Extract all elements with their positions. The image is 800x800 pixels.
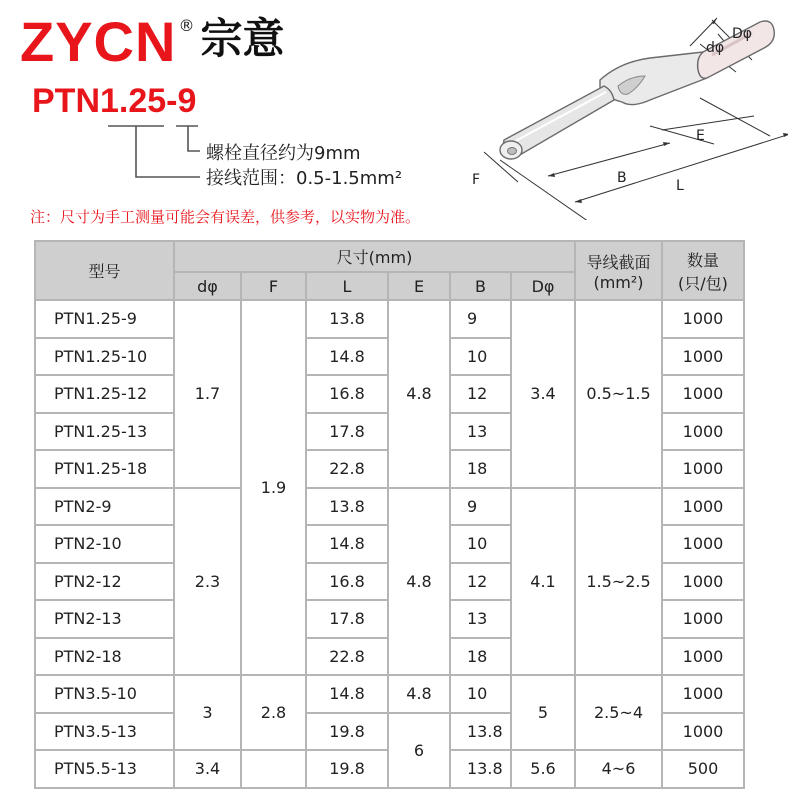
model-cell: PTN5.5-13 (35, 750, 174, 788)
label-d-phi: dφ (706, 40, 725, 56)
header-cross-section-line2: (mm²) (593, 272, 644, 292)
header-quantity-line1: 数量 (686, 250, 719, 270)
quantity-cell: 1000 (662, 413, 744, 451)
model-cell: PTN1.25-13 (35, 413, 174, 451)
quantity-cell: 1000 (662, 563, 744, 601)
header-F: F (241, 272, 306, 300)
l-cell: 13.8 (306, 300, 388, 338)
model-cell: PTN2-10 (35, 525, 174, 563)
quantity-cell: 1000 (662, 300, 744, 338)
cross-section-cell: 0.5~1.5 (575, 300, 662, 488)
cross-section-cell: 2.5~4 (575, 675, 662, 750)
e-cell: 4.8 (388, 675, 450, 713)
header-cross-section-line1: 导线截面 (586, 252, 651, 272)
quantity-cell: 1000 (662, 375, 744, 413)
header-B: B (450, 272, 511, 300)
b-cell: 12 (450, 563, 511, 601)
quantity-cell: 1000 (662, 450, 744, 488)
d-phi-cell: 3 (174, 675, 241, 750)
table-row (35, 300, 744, 338)
b-cell: 13.8 (450, 713, 511, 751)
model-cell: PTN3.5-10 (35, 675, 174, 713)
quantity-cell: 1000 (662, 638, 744, 676)
d-outer-cell: 4.1 (511, 488, 575, 676)
e-cell: 6 (388, 713, 450, 788)
quantity-cell: 1000 (662, 488, 744, 526)
header-quantity-line2: (只/包) (678, 273, 728, 293)
header-E: E (388, 272, 450, 300)
model-cell: PTN1.25-10 (35, 338, 174, 376)
bolt-diameter-callout: 螺栓直径约为9mm (206, 143, 361, 164)
b-cell: 12 (450, 375, 511, 413)
d-outer-cell: 5.6 (511, 750, 575, 788)
b-cell: 9 (450, 488, 511, 526)
header-L: L (306, 272, 388, 300)
l-cell: 22.8 (306, 450, 388, 488)
b-cell: 18 (450, 638, 511, 676)
terminal-diagram (458, 10, 788, 220)
model-cell: PTN2-13 (35, 600, 174, 638)
b-cell: 10 (450, 338, 511, 376)
d-phi-cell: 2.3 (174, 488, 241, 676)
f-cell: 2.8 (241, 675, 306, 750)
e-cell: 4.8 (388, 488, 450, 676)
header-dimensions: 尺寸(mm) (174, 241, 575, 272)
model-code: PTN1.25-9 (32, 82, 197, 120)
model-cell: PTN2-9 (35, 488, 174, 526)
l-cell: 14.8 (306, 338, 388, 376)
header-d-phi: dφ (174, 272, 241, 300)
model-cell: PTN1.25-12 (35, 375, 174, 413)
wire-range-callout: 接线范围：0.5-1.5mm² (206, 168, 403, 189)
quantity-cell: 1000 (662, 675, 744, 713)
quantity-cell: 1000 (662, 525, 744, 563)
quantity-cell: 1000 (662, 338, 744, 376)
label-D-phi: Dφ (732, 26, 753, 42)
l-cell: 13.8 (306, 488, 388, 526)
b-cell: 13 (450, 600, 511, 638)
label-B: B (617, 170, 627, 186)
quantity-cell: 1000 (662, 600, 744, 638)
b-cell: 13.8 (450, 750, 511, 788)
label-L: L (676, 178, 684, 194)
d-phi-cell: 1.7 (174, 300, 241, 488)
b-cell: 10 (450, 525, 511, 563)
model-cell: PTN2-12 (35, 563, 174, 601)
header-model: 型号 (35, 241, 174, 300)
label-F: F (472, 172, 481, 188)
b-cell: 10 (450, 675, 511, 713)
spec-table (34, 240, 745, 789)
brand-name: 宗意 (200, 14, 285, 63)
quantity-cell: 1000 (662, 713, 744, 751)
d-phi-cell: 3.4 (174, 750, 241, 788)
header-D-phi: Dφ (511, 272, 575, 300)
disclaimer-note: 注：尺寸为手工测量可能会有误差，供参考，以实物为准。 (30, 208, 421, 226)
l-cell: 16.8 (306, 375, 388, 413)
header-quantity (662, 241, 744, 300)
model-cell: PTN2-18 (35, 638, 174, 676)
header-cross-section (575, 241, 662, 300)
f-cell: 1.9 (241, 300, 306, 675)
logo-text: ZYCN (20, 10, 177, 73)
d-outer-cell: 5 (511, 675, 575, 750)
quantity-cell: 500 (662, 750, 744, 788)
b-cell: 13 (450, 413, 511, 451)
b-cell: 18 (450, 450, 511, 488)
table-row (35, 675, 744, 713)
l-cell: 19.8 (306, 750, 388, 788)
l-cell: 17.8 (306, 413, 388, 451)
f-cell (241, 750, 306, 788)
e-cell: 4.8 (388, 300, 450, 488)
cross-section-cell: 4~6 (575, 750, 662, 788)
table-row (35, 488, 744, 526)
model-cell: PTN1.25-9 (35, 300, 174, 338)
model-cell: PTN3.5-13 (35, 713, 174, 751)
b-cell: 9 (450, 300, 511, 338)
label-E: E (696, 128, 705, 144)
d-outer-cell: 3.4 (511, 300, 575, 488)
l-cell: 14.8 (306, 675, 388, 713)
registered-mark: ® (178, 16, 195, 35)
l-cell: 19.8 (306, 713, 388, 751)
model-cell: PTN1.25-18 (35, 450, 174, 488)
l-cell: 16.8 (306, 563, 388, 601)
cross-section-cell: 1.5~2.5 (575, 488, 662, 676)
l-cell: 22.8 (306, 638, 388, 676)
l-cell: 17.8 (306, 600, 388, 638)
l-cell: 14.8 (306, 525, 388, 563)
